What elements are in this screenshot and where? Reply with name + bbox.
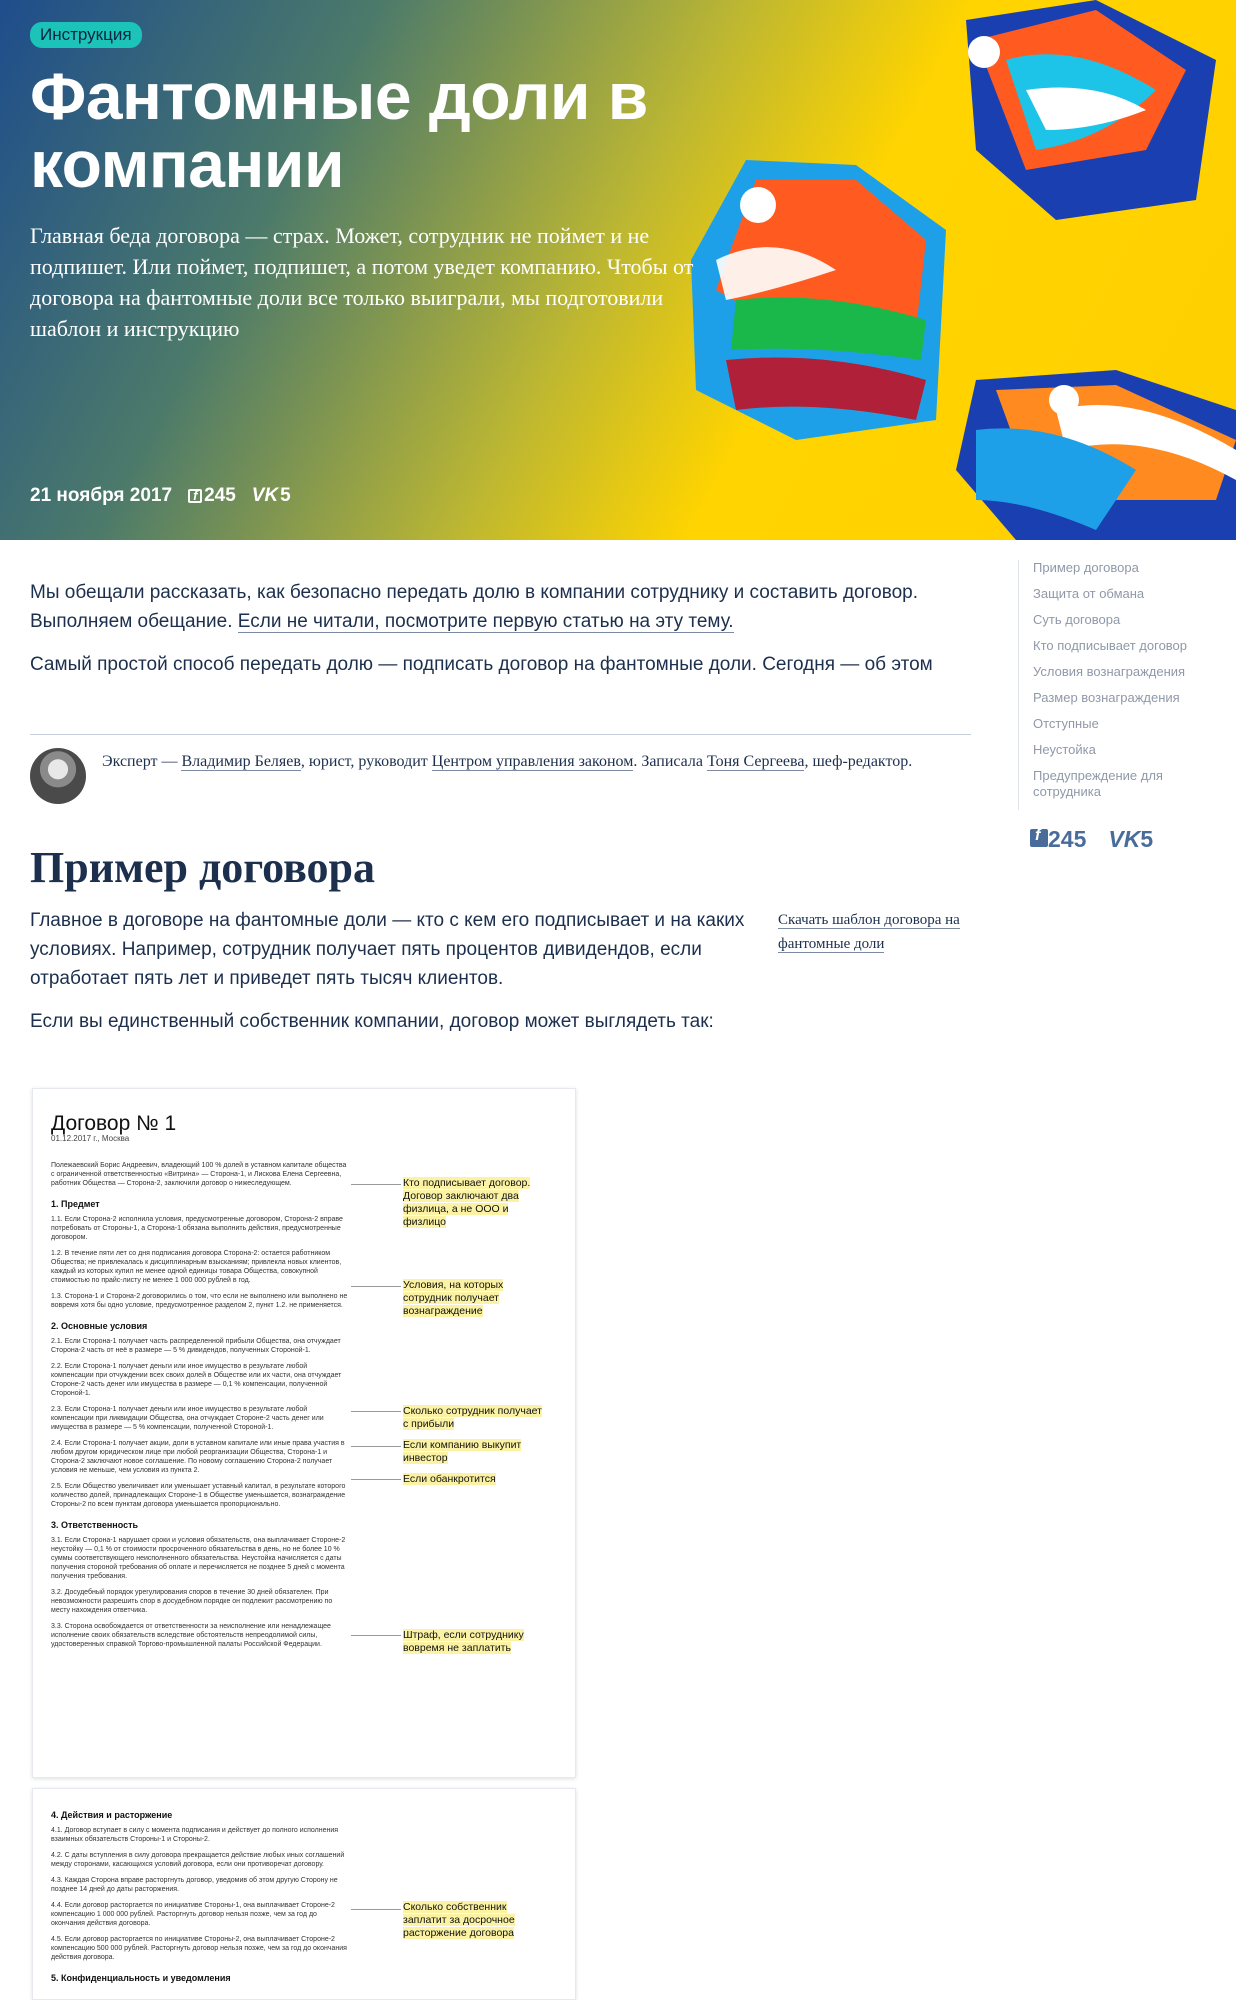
intro-text: Мы обещали рассказать, как безопасно передать долю в компании сотруднику и составить договор. Выполняем обещание.	[30, 582, 918, 632]
expert-credits: Эксперт — Владимир Беляев, юрист, руководит Центром управления законом. Записала Тоня Сергеева, шеф-редактор.	[102, 753, 913, 770]
annotation: Сколько собственник заплатит за досрочное расторжение договора	[403, 1901, 515, 1939]
section-title: Пример договора	[30, 843, 375, 892]
expert-block	[30, 748, 971, 804]
contract-date: 01.12.2017 г., Москва	[51, 1134, 130, 1143]
table-of-contents	[1018, 560, 1218, 810]
toc-item[interactable]: Пример договора	[1033, 560, 1139, 575]
facebook-count: 245	[204, 485, 236, 506]
sidebar-facebook-share[interactable]: f245	[1030, 826, 1086, 853]
download-template-link[interactable]: Скачать шаблон договора на фантомные доли	[778, 912, 960, 952]
vk-share[interactable]	[252, 485, 291, 507]
expert-link[interactable]: Владимир Беляев	[181, 753, 301, 770]
article-lead: Главная беда договора — страх. Может, сотрудник не поймет и не подпишет. Или поймет, подпишет, а потом уведет компанию. Чтобы от договора на фантомные доли все только выиграли, мы подготовили шаблон и инструкцию	[30, 223, 694, 341]
intro	[30, 578, 970, 693]
annotation: Кто подписывает договор. Договор заключают два физлица, а не ООО и физлицо	[403, 1177, 531, 1228]
org-link[interactable]: Центром управления законом	[431, 753, 634, 770]
toc-item[interactable]: Отступные	[1033, 716, 1099, 731]
toc-item[interactable]: Суть договора	[1033, 612, 1121, 627]
section-body	[30, 906, 750, 1050]
first-article-link[interactable]: Если не читали, посмотрите первую статью на эту тему.	[237, 611, 734, 632]
toc-item[interactable]: Предупреждение для сотрудника	[1033, 768, 1163, 799]
facebook-icon	[188, 489, 202, 503]
vk-icon: VK	[251, 485, 279, 506]
facebook-share[interactable]	[188, 485, 236, 507]
hero-banner	[0, 0, 1236, 540]
intro-paragraph-2: Самый простой способ передать долю — подписать договор на фантомные доли. Сегодня — об этом	[30, 654, 933, 675]
author-link[interactable]: Тоня Сергеева	[707, 753, 805, 770]
annotation: Условия, на которых сотрудник получает вознаграждение	[403, 1279, 504, 1317]
section-paragraph-2: Если вы единственный собственник компании, договор может выглядеть так:	[30, 1011, 714, 1032]
toc-item[interactable]: Неустойка	[1033, 742, 1096, 757]
toc-item[interactable]: Защита от обмана	[1033, 586, 1145, 601]
publish-date: 21 ноября 2017	[30, 485, 173, 506]
toc-item[interactable]: Кто подписывает договор	[1033, 638, 1188, 653]
hero-illustration	[676, 0, 1236, 540]
vk-icon: VK	[1108, 826, 1141, 852]
category-badge[interactable]: Инструкция	[30, 22, 142, 48]
toc-item[interactable]: Условия вознаграждения	[1033, 664, 1186, 679]
intro-paragraph	[30, 578, 970, 636]
toc-item[interactable]: Размер вознаграждения	[1033, 690, 1180, 705]
sidebar-share	[1030, 826, 1153, 853]
expert-avatar	[30, 748, 86, 804]
annotation: Если компанию выкупит инвестор	[403, 1439, 522, 1464]
section-paragraph: Главное в договоре на фантомные доли — кто с кем его подписывает и на каких условиях. Например, сотрудник получает пять процентов дивидендов, если отработает пять лет и приведет пять тысяч клиентов.	[30, 910, 745, 989]
annotation: Сколько сотрудник получает с прибыли	[403, 1405, 542, 1430]
facebook-icon	[1030, 829, 1048, 847]
contract-page-1: Договор № 1 01.12.2017 г., Москва Полежаевский Борис Андреевич, владеющий 100 % долей в уставном капитале общества с ограниченной ответственностью «Витрина» — Сторона-1, и Лискова Елена Сергеевна, работник Общества — Сторона-2, заключили договор о нижеследующем. 1. Предмет 1.1. Если Сторона-2 исполнила условия, предусмотренные договором, Сторона-2 вправе потребовать от Стороны-1, а Сторона-1 обязана выполнить действия, предусмотренные договором. 1.2. В течение пяти лет со дня подписания договора Сторона-2: остается работником Общества; не привлекалась к дисциплинарным взысканиям; привлекла новых клиентов, каждый из которых купил не менее одной единицы товара Общества, совокупной стоимостью по прайс-листу не менее 1 000 000 рублей в год. 1.3. Сторона-1 и Сторона-2 договорились о том, что если не выполнено или выполнено не вовремя хотя бы одно условие, предусмотренное разделом 2, пункт 1.2. не применяется. 2. Основные условия 2.1. Если Сторона-1 получает часть распределенной прибыли Общества, она отчуждает Сторона-2 часть от неё в размере — 5 % дивидендов, полученных Стороной-1. 2.2. Если Сторона-1 получает деньги или иное имущество в результате любой компенсации при отчуждении всех своих долей в Обществе или их части, она отчуждает Стороне-2 часть денег или имущества в размере — 0,1 % компенсации, полученной Стороной-1. 2.3. Если Сторона-1 получает деньги или иное имущество в результате любой компенсации при ликвидации Общества, она отчуждает Стороне-2 часть денег или имущества в размере — 5 % компенсации, полученной Стороной-1. 2.4. Если Сторона-1 получает акции, доли в уставном капитале или иные права участия в любом другом юридическом лице при любой реорганизации Общества, Сторона-1 и Сторона-2 заключают новое соглашение. По новому соглашению Сторона-2 получает условия не меньше, чем условия из пункта 2. 2.5. Если Общество увеличивает или уменьшает уставный капитал, в результате которого количество долей, принадлежащих Стороне-1 в Обществе уменьшается, вознаграждение Стороны-2 по всем пунктам договора уменьшается пропорционально. 3. Ответственность 3.1. Если Сторона-1 нарушает сроки и условия обязательств, она выплачивает Стороне-2 неустойку — 0,1 % от стоимости просроченного обязательства в день, но не более 10 % суммы соответствующего неисполненного обязательства. Неустойка начисляется с даты получения стороной требования об оплате и перечисляется не позднее 5 дней с момента получения требования. 3.2. Досудебный порядок урегулирования споров в течение 30 дней обязателен. При невозможности разрешить спор в досудебном порядке он подлежит рассмотрению по месту нахождения ответчика. 3.3. Сторона освобождается от ответственности за неисполнение или ненадлежащее исполнение своих обязательств вследствие обстоятельств непреодолимой силы, удостоверенных справкой Торгово-промышленной палаты Российской Федерации. Кто подписывает договор. Договор заключают два физлица, а не ООО и физлицо Условия, на которых сотрудник получает вознаграждение Сколько сотрудник получает с прибыли Если компанию выкупит инвестор Если обанкротится Штраф, если сотруднику вовремя не заплатить	[32, 1088, 576, 1778]
sidebar-vk-share[interactable]: VK5	[1108, 826, 1154, 852]
divider	[30, 734, 971, 735]
contract-title: Договор № 1	[51, 1112, 177, 1135]
annotation: Если обанкротится	[403, 1473, 496, 1485]
contract-page-2: 4. Действия и расторжение 4.1. Договор вступает в силу с момента подписания и действует до полного исполнения взаимных обязательств Стороны-1 и Стороны-2. 4.2. С даты вступления в силу договора прекращается действие любых иных соглашений между сторонами, касающихся условий договора, если они противоречат договору. 4.3. Каждая Сторона вправе расторгнуть договор, уведомив об этом другую Сторону не позднее 14 дней до даты расторжения. 4.4. Если договор расторгается по инициативе Стороны-1, она выплачивает Стороне-2 компенсацию 1 000 000 рублей. Расторгнуть договор нельзя позже, чем за год до окончания действия договора. 4.5. Если договор расторгается по инициативе Стороны-2, она выплачивает Стороне-2 компенсацию 500 000 рублей. Расторгнуть договор нельзя позже, чем за год до окончания действия договора. 5. Конфиденциальность и уведомления Сколько собственник заплатит за досрочное расторжение договора	[32, 1788, 576, 2000]
article-meta	[30, 485, 291, 507]
article-title: Фантомные доли в компании	[30, 59, 648, 201]
annotation: Штраф, если сотруднику вовремя не заплатить	[403, 1629, 524, 1654]
vk-count: 5	[280, 485, 291, 506]
